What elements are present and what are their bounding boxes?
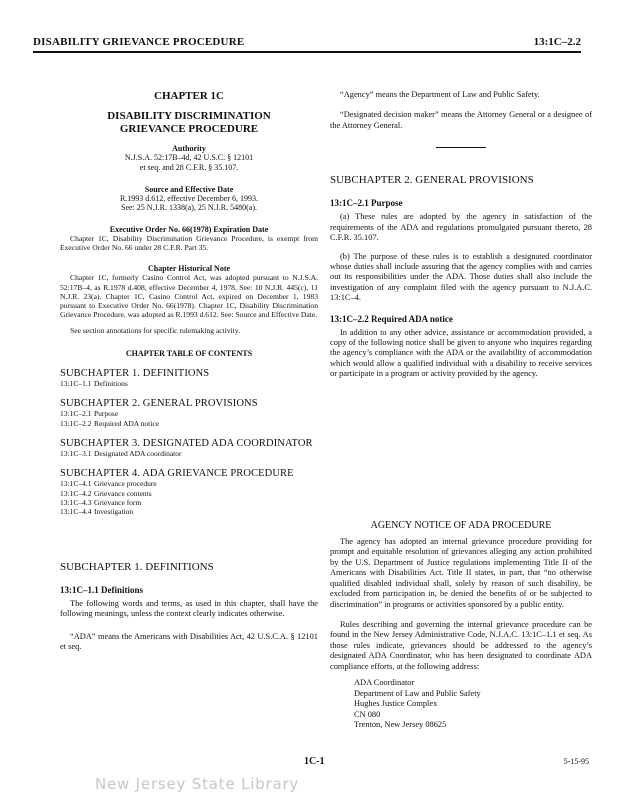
section-1-1-intro: The following words and terms, as used in this chapter, shall have the following meanings, unless the context clearly indicates otherwise. (60, 598, 318, 619)
page-number: 1C-1 (304, 756, 325, 767)
toc-group-1 (60, 368, 318, 388)
section-2-2-text: In addition to any other advice, assistance or accommodation provided, a copy of the following notice shall be given to anyone who inquires regarding the agency’s compliance with the ADA or the availability of accommodation which would allow a qualified individual with a disability to receive services or participate in a program or activity provided by the agency. (330, 327, 592, 379)
decision-maker-definition: “Designated decision maker” means the Attorney General or a designee of the Attorney General. (330, 110, 592, 130)
toc-subchapter-heading: SUBCHAPTER 2. GENERAL PROVISIONS (60, 398, 258, 410)
toc-entry: 13:1C–2.1 Purpose (60, 409, 119, 419)
chapter-number: CHAPTER 1C (154, 90, 224, 102)
header-section: 13:1C–2.2 (533, 36, 581, 48)
header-title: DISABILITY GRIEVANCE PROCEDURE (33, 36, 245, 48)
header-rule (33, 51, 581, 53)
toc-entry: 13:1C–1.1 Definitions (60, 378, 128, 388)
right-column (330, 80, 592, 380)
notice-paragraph-1: The agency has adopted an internal grievance procedure providing for prompt and equitable resolution of grievances alleging any action prohibited by the U.S. Department of Justice regulations implementing Title II of the Americans with Disabilities Act. Title II states, in part, that “no otherwise qualified disabled individual shall, solely by reason of such disability, be excluded from participation in, be denied the benefits of or be subjected to discrimination” in programs or activities sponsored by a public entity. (330, 537, 592, 609)
toc-group-2 (60, 398, 318, 428)
section-1-1-heading: 13:1C–1.1 Definitions (60, 584, 143, 595)
section-2-1-heading: 13:1C–2.1 Purpose (330, 198, 403, 209)
toc-group-3 (60, 438, 318, 458)
address-line: Trenton, New Jersey 08625 (354, 720, 447, 730)
address-line: CN 080 (354, 709, 381, 719)
source-line2: See: 25 N.J.R. 1338(a), 25 N.J.R. 5480(a). (121, 203, 257, 213)
running-header (33, 36, 581, 50)
address-line: Department of Law and Public Safety (354, 688, 481, 698)
revision-date: 5-15-95 (563, 757, 589, 766)
toc-entry: 13:1C–2.2 Required ADA notice (60, 418, 159, 428)
chapter-title-line1: DISABILITY DISCRIMINATION (107, 110, 271, 122)
toc-subchapter-heading: SUBCHAPTER 1. DEFINITIONS (60, 367, 210, 379)
authority-heading: Authority (172, 144, 206, 154)
toc-entry: 13:1C–4.4 Investigation (60, 507, 134, 517)
section-divider (436, 147, 486, 148)
toc-entry: 13:1C–4.2 Grievance contents (60, 488, 152, 498)
toc-entry: 13:1C–3.1 Designated ADA coordinator (60, 448, 182, 458)
toc-entry: 13:1C–4.3 Grievance form (60, 498, 142, 507)
subchapter2-heading: SUBCHAPTER 2. GENERAL PROVISIONS (330, 174, 534, 187)
authority-line2: et seq. and 28 C.F.R. § 35.107. (139, 162, 239, 172)
agency-definition: “Agency” means the Department of Law and Public Safety. (340, 90, 540, 99)
ada-definition: “ADA” means the Americans with Disabilities Act, 42 U.S.C.A. § 12101 et seq. (60, 631, 318, 652)
toc-group-4 (60, 468, 318, 517)
section-2-1-b: (b) The purpose of these rules is to establish a designated coordinator whose duties shall include assuring that the agency complies with and carries out its responsibilities under the ADA. Those duties shall also include the investigation of any complaint filed with the agency pursuant to N.J.A.C. 13:1C–4. (330, 251, 592, 303)
toc-entry: 13:1C–4.1 Grievance procedure (60, 479, 157, 489)
section-2-2-heading: 13:1C–2.2 Required ADA notice (330, 313, 453, 324)
exec-order-text: Chapter 1C, Disability Discrimination Grievance Procedure, is exempt from Executive Order No. 66 under 28 C.F.R. Part 35. (60, 233, 318, 252)
section-2-1-a: (a) These rules are adopted by the agency in satisfaction of the requirements of the ADA and regulations promulgated pursuant thereto, 28 C.F.R. 35.107. (330, 212, 592, 243)
left-column (60, 80, 318, 652)
coordinator-address (354, 678, 592, 731)
source-line1: R.1993 d.612, effective December 6, 1993. (119, 193, 259, 203)
authority-line1: N.J.S.A. 52:17B–4d, 42 U.S.C. § 12101 (124, 153, 254, 163)
address-line: Hughes Justice Complex (354, 699, 438, 709)
exec-order-heading: Executive Order No. 66(1978) Expiration Date (109, 224, 269, 234)
source-heading: Source and Effective Date (144, 184, 234, 194)
annotations-note: See section annotations for specific rulemaking activity. (70, 325, 241, 335)
subchapter1-heading: SUBCHAPTER 1. DEFINITIONS (60, 560, 214, 573)
chapter-title-line2: GRIEVANCE PROCEDURE (119, 123, 259, 136)
history-text: Chapter 1C, formerly Casino Control Act, was adopted pursuant to N.J.S.A. 52:17B–4, as R.1978 d.408, effective December 4, 1978. See: 10 N.J.R. 445(c), 11 N.J.R. 23(a). Chapter 1C, Casino Control Act, expired on December 1, 1983 pursuant to Executive Order No. 66(1978). Chapter 1C, Disability Discrimination Grievance Procedure, was adopted as R.1993 d.612. See: Source and Effective Date. (60, 273, 318, 320)
notice-paragraph-2: Rules describing and governing the internal grievance procedure can be found in the New Jersey Administrative Code, N.J.A.C. 13:1C–1.1 et seq. As those rules indicate, grievances should be addressed to the agency’s designated ADA Coordinator, who has been designated to coordinate ADA compliance efforts, at the following address: (330, 619, 592, 671)
toc-subchapter-heading: SUBCHAPTER 4. ADA GRIEVANCE PROCEDURE (60, 468, 294, 480)
toc-title: CHAPTER TABLE OF CONTENTS (125, 348, 253, 358)
toc-subchapter-heading: SUBCHAPTER 3. DESIGNATED ADA COORDINATOR (60, 437, 313, 449)
notice-heading: AGENCY NOTICE OF ADA PROCEDURE (370, 520, 552, 531)
address-line: ADA Coordinator (354, 678, 415, 688)
agency-notice (330, 520, 592, 731)
library-stamp: New Jersey State Library (95, 775, 300, 793)
history-heading: Chapter Historical Note (147, 264, 231, 274)
